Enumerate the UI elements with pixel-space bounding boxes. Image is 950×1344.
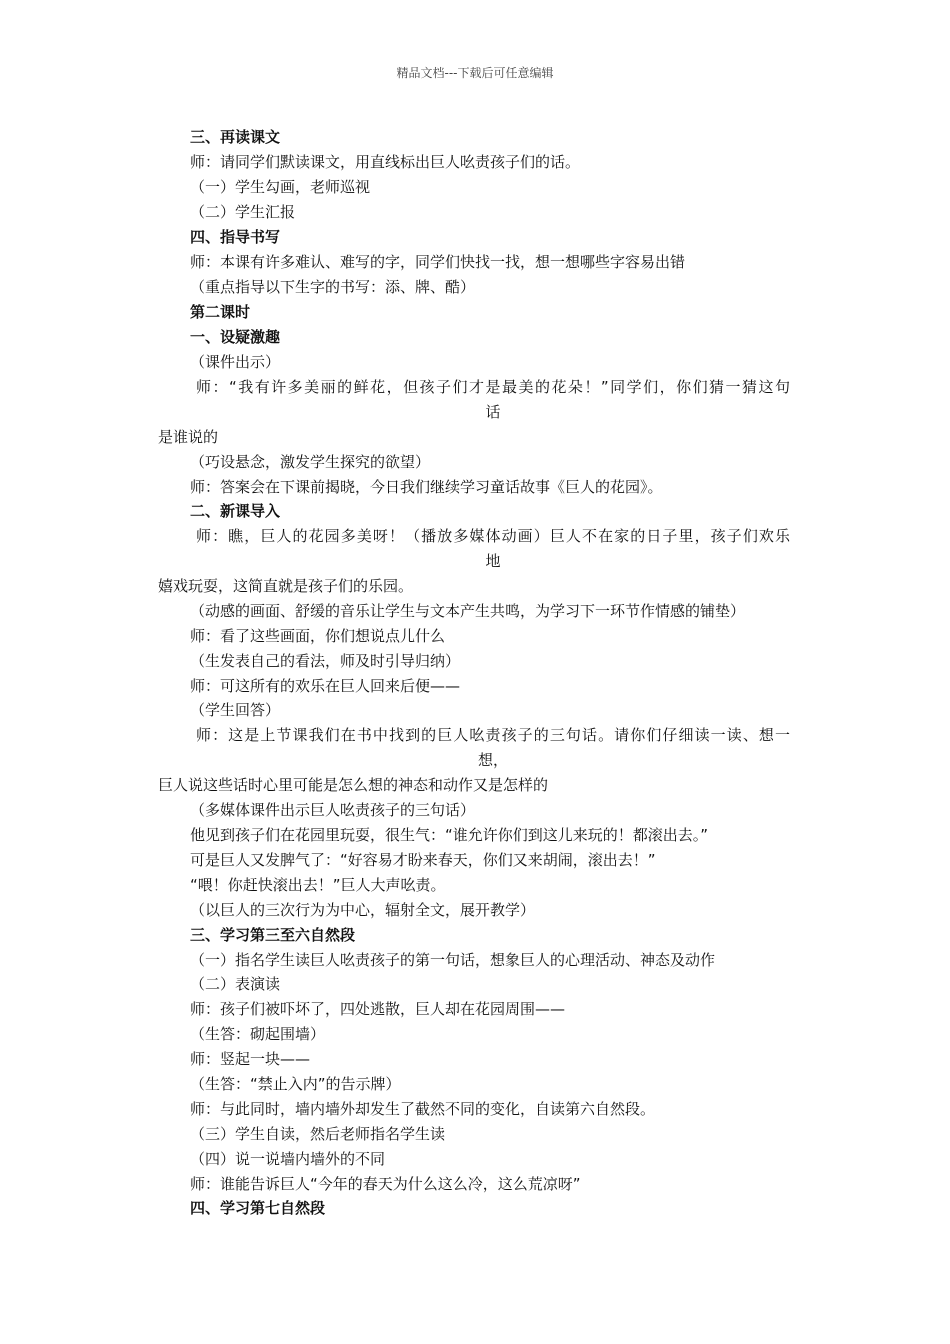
quote: 他见到孩子们在花园里玩耍，很生气：“谁允许你们到这儿来玩的！都滚出去。” — [190, 826, 709, 844]
quote: “喂！你赶快滚出去！”巨人大声吆责。 — [190, 876, 446, 894]
paragraph: （生答：砌起围墙） — [190, 1025, 326, 1043]
paragraph: 师：竖起一块—— — [190, 1050, 311, 1068]
paragraph: 师：答案会在下课前揭晓，今日我们继续学习童话故事《巨人的花园》。 — [190, 478, 663, 496]
paragraph: 师：孩子们被吓坏了，四处逃散，巨人却在花园周围—— — [190, 1000, 566, 1018]
paragraph: 师：“我有许多美丽的鲜花，但孩子们才是最美的花朵！”同学们，你们猜一猜这句 — [196, 378, 790, 396]
paragraph-wrap: 想， — [477, 751, 508, 769]
quote: 可是巨人又发脾气了：“好容易才盼来春天，你们又来胡闹，滚出去！” — [190, 851, 656, 869]
paragraph: （生发表自己的看法，师及时引导归纳） — [190, 652, 461, 670]
paragraph: （一）学生勾画，老师巡视 — [190, 178, 371, 196]
heading-reread: 三、再读课文 — [190, 128, 281, 146]
paragraph: 是谁说的 — [158, 428, 219, 446]
heading-writing: 四、指导书写 — [190, 228, 281, 246]
paragraph: 师：这是上节课我们在书中找到的巨人吆责孩子的三句话。请你们仔细读一读、想一 — [196, 726, 790, 744]
heading-second-lesson: 第二课时 — [190, 303, 251, 321]
paragraph: 师：看了这些画面，你们想说点儿什么 — [190, 627, 446, 645]
page-header: 精品文档---下载后可任意编辑 — [396, 66, 554, 80]
paragraph: （生答：“禁止入内”的告示牌） — [190, 1075, 401, 1093]
paragraph: （以巨人的三次行为为中心，辐射全文，展开教学） — [190, 901, 536, 919]
paragraph: （重点指导以下生字的书写：添、牌、酷） — [190, 278, 476, 296]
paragraph: （一）指名学生读巨人吆责孩子的第一句话，想象巨人的心理活动、神态及动作 — [190, 951, 716, 969]
paragraph: （二）表演读 — [190, 975, 281, 993]
heading-interest: 一、设疑激趣 — [190, 328, 281, 346]
heading-new-lesson: 二、新课导入 — [190, 502, 281, 520]
paragraph: （学生回答） — [190, 701, 281, 719]
paragraph: 师：与此同时，墙内墙外却发生了截然不同的变化，自读第六自然段。 — [190, 1100, 656, 1118]
paragraph: （动感的画面、舒缓的音乐让学生与文本产生共鸣，为学习下一环节作情感的铺垫） — [190, 602, 746, 620]
paragraph: 师：请同学们默读课文，用直线标出巨人吆责孩子们的话。 — [190, 153, 581, 171]
paragraph: 师：谁能告诉巨人“今年的春天为什么这么冷，这么荒凉呀” — [190, 1175, 581, 1193]
paragraph: 师：本课有许多难认、难写的字，同学们快找一找，想一想哪些字容易出错 — [190, 253, 686, 271]
paragraph: 嬉戏玩耍，这简直就是孩子们的乐园。 — [158, 577, 414, 595]
paragraph: （巧设悬念，激发学生探究的欲望） — [190, 453, 431, 471]
paragraph: （课件出示） — [190, 353, 281, 371]
paragraph: （四）说一说墙内墙外的不同 — [190, 1150, 386, 1168]
paragraph: （多媒体课件出示巨人吆责孩子的三句话） — [190, 801, 476, 819]
paragraph: （三）学生自读，然后老师指名学生读 — [190, 1125, 446, 1143]
heading-paragraphs-3-6: 三、学习第三至六自然段 — [190, 926, 356, 944]
paragraph: 师：可这所有的欢乐在巨人回来后便—— — [190, 677, 461, 695]
paragraph: 师：瞧，巨人的花园多美呀！（播放多媒体动画）巨人不在家的日子里，孩子们欢乐 — [196, 527, 790, 545]
paragraph: （二）学生汇报 — [190, 203, 296, 221]
paragraph-wrap: 话 — [485, 403, 501, 421]
paragraph-wrap: 地 — [485, 552, 501, 570]
paragraph: 巨人说这些话时心里可能是怎么想的神态和动作又是怎样的 — [158, 776, 549, 794]
heading-paragraph-7: 四、学习第七自然段 — [190, 1199, 326, 1217]
